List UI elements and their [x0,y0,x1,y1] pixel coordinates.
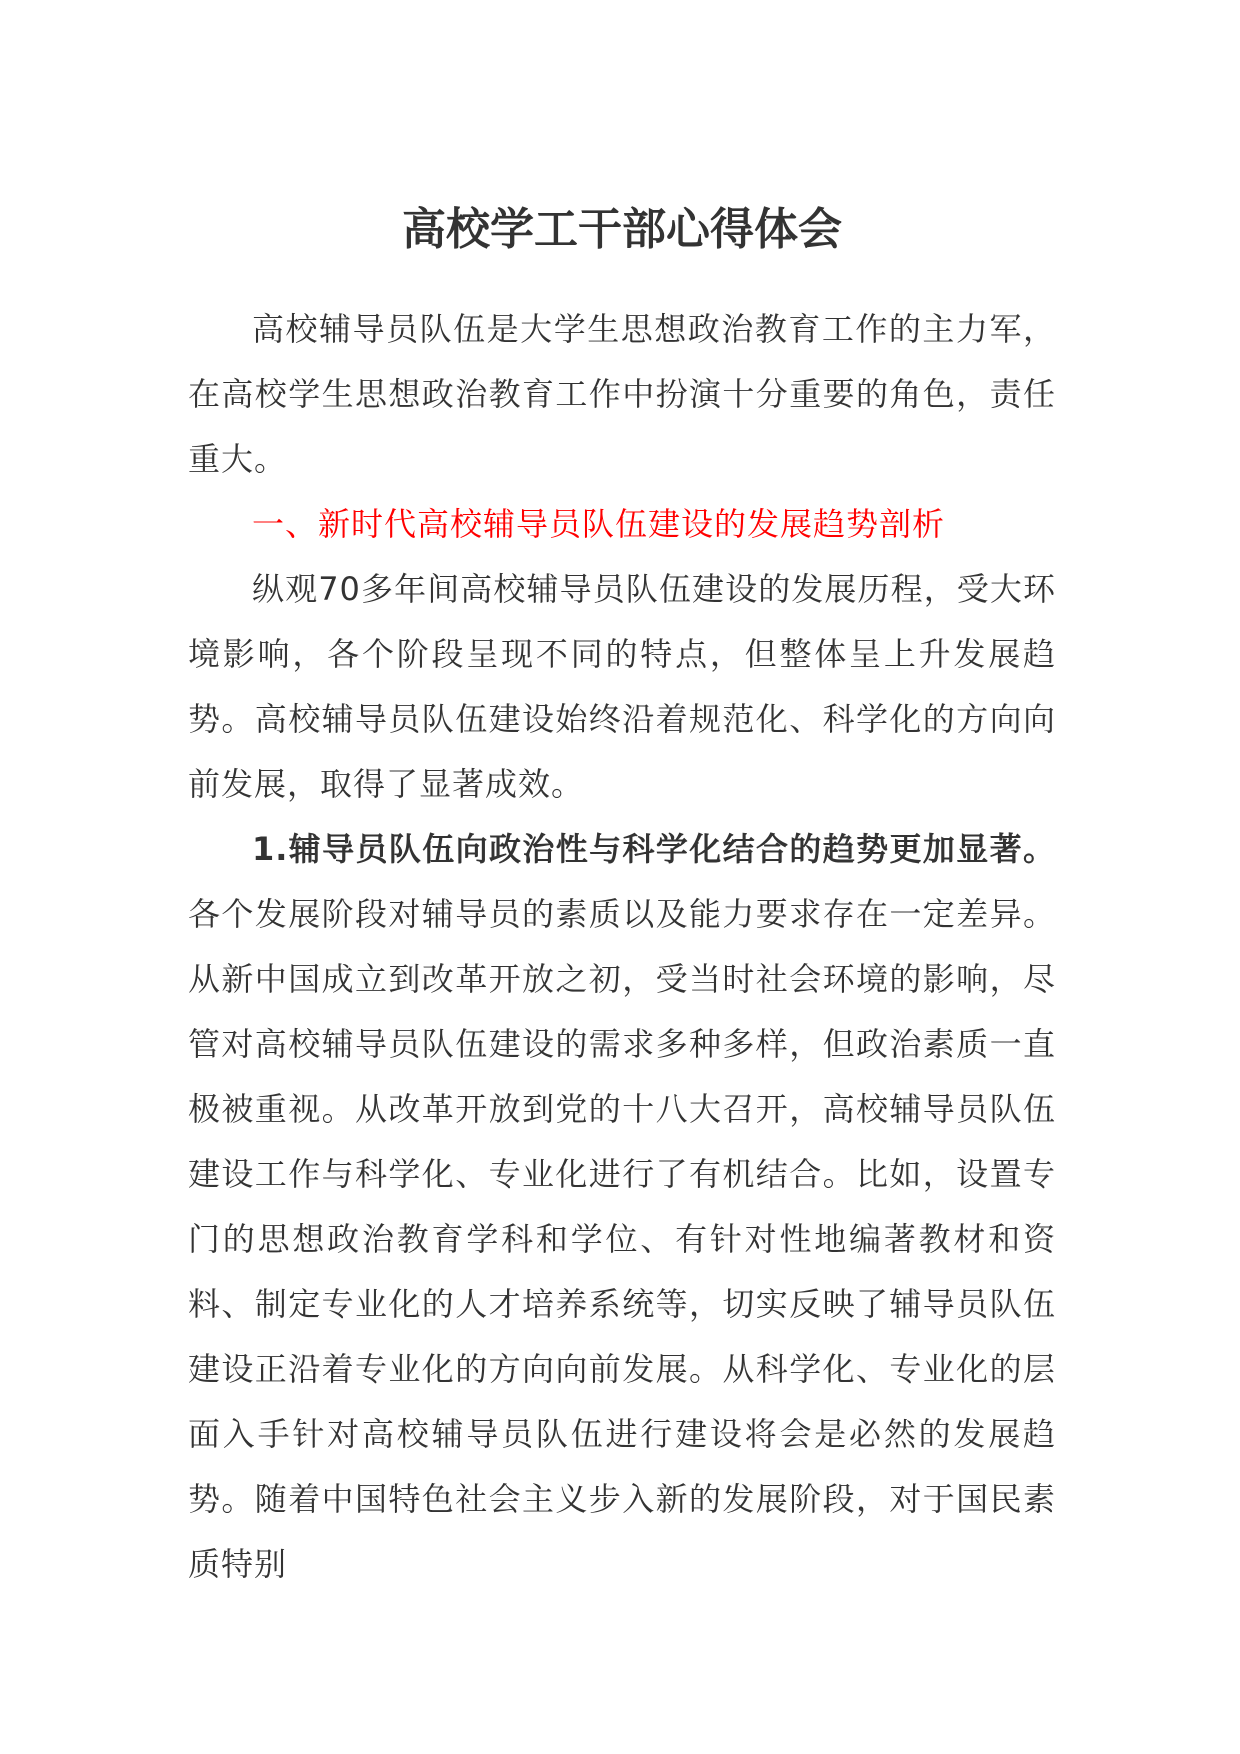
point-paragraph [188,817,1056,1597]
document-title: 高校学工干部心得体会 [402,204,842,255]
section-heading: 一、新时代高校辅导员队伍建设的发展趋势剖析 [252,505,946,543]
point-lead-sentence: 1.辅导员队伍向政治性与科学化结合的趋势更加显著。 [252,830,1056,868]
point-body-text: 各个发展阶段对辅导员的素质以及能力要求存在一定差异。从新中国成立到改革开放之初，受当时社会环境的影响，尽管对高校辅导员队伍建设的需求多种多样，但政治素质一直极被重视。从改革开放到党的十八大召开，高校辅导员队伍建设工作与科学化、专业化进行了有机结合。比如，设置专门的思想政治教育学科和学位、有针对性地编著教材和资料、制定专业化的人才培养系统等，切实反映了辅导员队伍建设正沿着专业化的方向向前发展。从科学化、专业化的层面入手针对高校辅导员队伍进行建设将会是必然的发展趋势。随着中国特色社会主义步入新的发展阶段，对于国民素质特别 [188,895,1056,1583]
intro-paragraph: 高校辅导员队伍是大学生思想政治教育工作的主力军，在高校学生思想政治教育工作中扮演十分重要的角色，责任重大。 [188,310,1056,478]
section-paragraph: 纵观70多年间高校辅导员队伍建设的发展历程，受大环境影响，各个阶段呈现不同的特点，但整体呈上升发展趋势。高校辅导员队伍建设始终沿着规范化、科学化的方向向前发展，取得了显著成效。 [188,570,1056,803]
